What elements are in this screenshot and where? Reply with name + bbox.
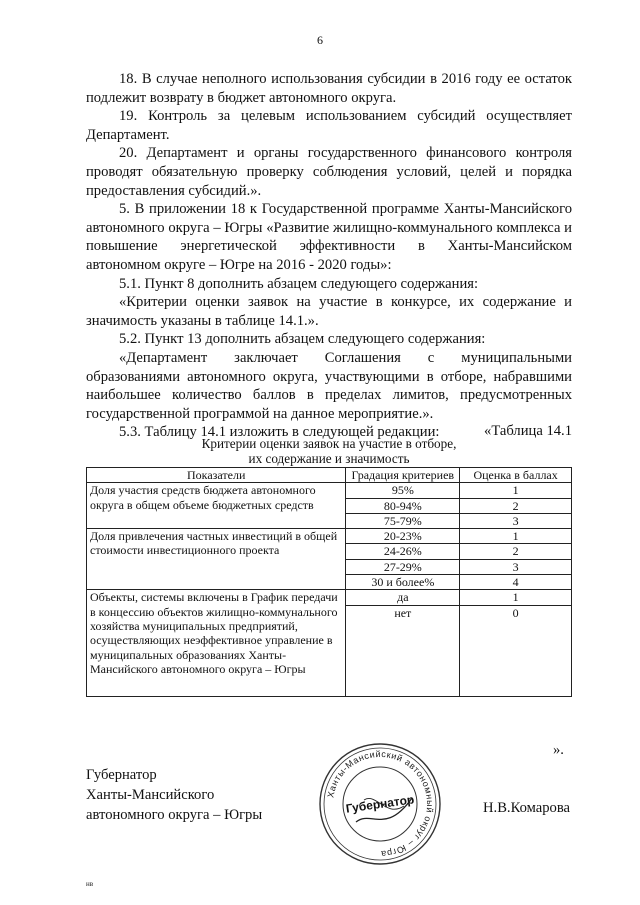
signatory-title [86,765,262,825]
paragraph: 20. Департамент и органы государственного финансового контроля проводят обязательную проверку соблюдения условий, целей и порядка предоставления субсидий.». [86,145,572,199]
paragraph: 18. В случае неполного использования субсидии в 2016 году ее остаток подлежит возврату в бюджет автономного округа. [86,71,572,106]
paragraph: 5. В приложении 18 к Государственной программе Ханты-Мансийского автономного округа – Югры «Развитие жилищно-коммунального комплекса и повышение энергетической эффективности в Ханты-Мансийском автономном округе – Югре на 2016 - 2020 годы»: [86,201,572,273]
score-cell: 4 [460,575,572,590]
score-cell: 2 [460,498,572,513]
stamp-center-text: Губернатор [344,792,416,816]
gradation-cell: 30 и более% [346,575,460,590]
table-closing-quote: ». [553,742,564,758]
signatory-name: Н.В.Комарова [483,800,570,816]
paragraph: 5.1. Пункт 8 дополнить абзацем следующего содержания: [119,275,479,292]
signatory-title-line: автономного округа – Югры [86,807,263,823]
header-indicator: Показатели [87,468,346,483]
indicator-cell: Объекты, системы включены в График передачи в концессию объектов жилищно-коммунального хозяйства муниципальных предприятий, осуществляющих неэффективное управление в муниципальных образованиях Ханты-Мансийского автономного округа – Югры [87,590,346,696]
page-number: 6 [317,33,323,47]
table-row [87,483,572,498]
score-cell: 2 [460,544,572,559]
paragraph: 5.3. Таблицу 14.1 изложить в следующей редакции: [119,424,440,441]
paragraph: «Департамент заключает Соглашения с муниципальными образованиями автономного округа, участвующими в отборе, набравшими наибольшее количество баллов в пределах лимитов, предусмотренных государственной программой на данное мероприятие.». [86,349,572,422]
score-cell: 1 [460,590,572,605]
paragraph: «Критерии оценки заявок на участие в конкурсе, их содержание и значимость указаны в таблице 14.1.». [86,294,572,329]
official-stamp [316,740,444,868]
score-cell: 1 [460,483,572,498]
table-row [87,590,572,605]
table-header-row [87,468,572,483]
gradation-cell: 24-26% [346,544,460,559]
indicator-cell: Доля участия средств бюджета автономного округа в общем объеме бюджетных средств [87,483,346,529]
gradation-cell: нет [346,605,460,696]
table-title-line: их содержание и значимость [248,451,410,466]
gradation-cell: 75-79% [346,513,460,528]
signatory-title-line: Губернатор [86,767,157,783]
table-label: «Таблица 14.1 [484,423,572,439]
gradation-cell: 27-29% [346,559,460,574]
gradation-cell: да [346,590,460,605]
header-gradation: Градация критериев [346,468,460,483]
footer-initials: нв [86,880,94,888]
table-title-line: Критерии оценки заявок на участие в отборе, [201,436,457,451]
score-cell: 0 [460,605,572,696]
score-cell: 3 [460,559,572,574]
signatory-title-line: Ханты-Мансийского [86,787,215,803]
score-cell: 1 [460,529,572,544]
header-score: Оценка в баллах [460,468,572,483]
gradation-cell: 80-94% [346,498,460,513]
criteria-table [86,467,572,697]
paragraph: 5.2. Пункт 13 дополнить абзацем следующего содержания: [119,331,486,348]
paragraph: 19. Контроль за целевым использованием субсидий осуществляет Департамент. [86,108,572,143]
score-cell: 3 [460,513,572,528]
document-body [86,70,572,442]
table-row [87,529,572,544]
stamp-ring-text: Ханты-Мансийский автономный округ – Югра [325,748,436,860]
gradation-cell: 20-23% [346,529,460,544]
table-title [86,436,572,466]
gradation-cell: 95% [346,483,460,498]
indicator-cell: Доля привлечения частных инвестиций в общей стоимости инвестиционного проекта [87,529,346,590]
